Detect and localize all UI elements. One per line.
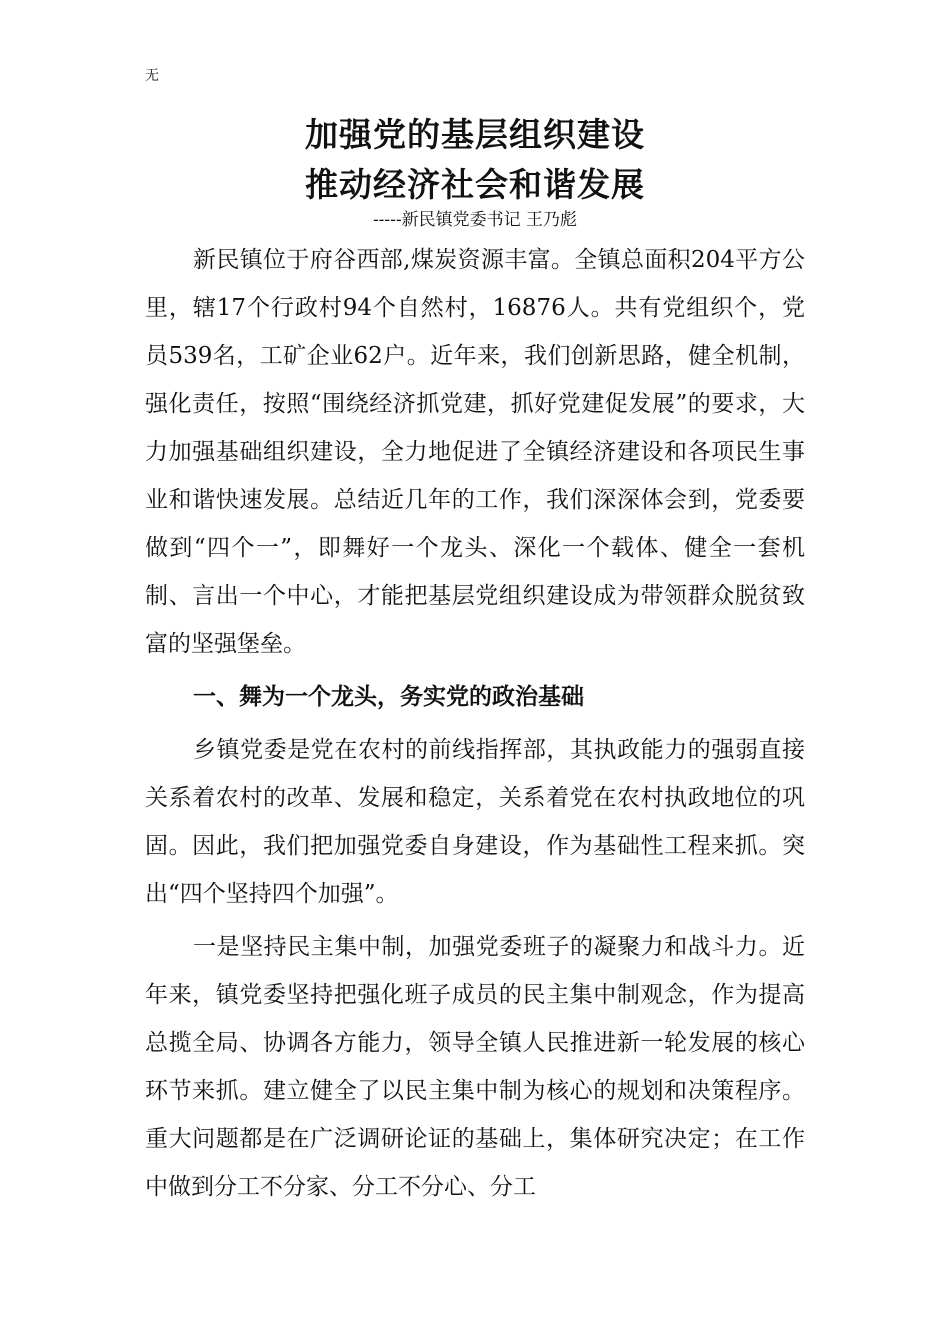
section-1-paragraph-1: 乡镇党委是党在农村的前线指挥部，其执政能力的强弱直接关系着农村的改革、发展和稳定，关系着党在农村执政地位的巩固。因此，我们把加强党委自身建设，作为基础性工程来抓。突出“四个坚持四个加强”。 (145, 737, 805, 907)
section-heading-1: 一、舞为一个龙头，务实党的政治基础 (193, 683, 584, 710)
author-byline: -----新民镇党委书记 王乃彪 (372, 210, 578, 230)
document-body (145, 236, 805, 1211)
document-title-line-1: 加强党的基层组织建设 (305, 115, 645, 154)
intro-paragraph: 新民镇位于府谷西部,煤炭资源丰富。全镇总面积204平方公里，辖17个行政村94个自然村，16876人。共有党组织个，党员539名，工矿企业62户。近年来，我们创新思路，健全机制，强化责任，按照“围绕经济抓党建，抓好党建促发展”的要求，大力加强基础组织建设，全力地促进了全镇经济建设和各项民生事业和谐快速发展。总结近几年的工作，我们深深体会到，党委要做到“四个一”，即舞好一个龙头、深化一个载体、健全一套机制、言出一个中心，才能把基层党组织建设成为带领群众脱贫致富的坚强堡垒。 (145, 247, 805, 657)
document-title-line-2: 推动经济社会和谐发展 (305, 165, 645, 204)
section-1-paragraph-2: 一是坚持民主集中制，加强党委班子的凝聚力和战斗力。近年来，镇党委坚持把强化班子成员的民主集中制观念，作为提高总揽全局、协调各方能力，领导全镇人民推进新一轮发展的核心环节来抓。建立健全了以民主集中制为核心的规划和决策程序。重大问题都是在广泛调研论证的基础上，集体研究决定；在工作中做到分工不分家、分工不分心、分工 (145, 934, 805, 1200)
page-header-mark: 无 (145, 68, 159, 84)
